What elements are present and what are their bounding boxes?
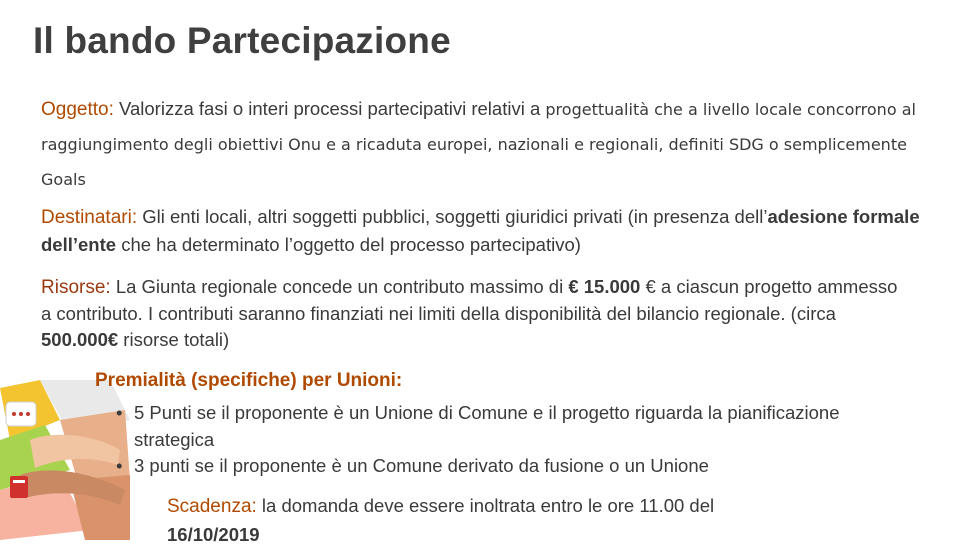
risorse-text-2: € a ciascun progetto ammesso a contributo. I contributi saranno finanziati nei limiti della disponibilità del bilancio regionale. (circa	[41, 276, 898, 324]
oggetto-text-1: Valorizza fasi o interi processi partecipativi relativi a	[113, 98, 546, 119]
premialita-list	[114, 400, 844, 480]
list-item: • 3 punti se il proponente è un Comune derivato da fusione o un Unione	[114, 453, 844, 480]
page-title: Il bando Partecipazione	[33, 20, 451, 61]
oggetto-label: Oggetto:	[41, 99, 114, 120]
destinatari-section	[41, 203, 921, 258]
list-item: • 5 Punti se il proponente è un Unione di Comune e il progetto riguarda la pianificazione strategica	[114, 400, 844, 453]
destinatari-text-2: che ha determinato l’oggetto del processo partecipativo)	[116, 234, 581, 255]
risorse-text-3: risorse totali)	[118, 329, 230, 350]
scadenza-section	[167, 492, 887, 549]
destinatari-label: Destinatari:	[41, 207, 138, 228]
hands-icon	[0, 380, 130, 540]
scadenza-label: Scadenza:	[167, 496, 257, 517]
risorse-text-1: La Giunta regionale concede un contributo massimo di	[110, 276, 569, 297]
risorse-bold-1: € 15.000	[568, 276, 641, 297]
risorse-label: Risorse:	[41, 277, 111, 298]
scadenza-date: 16/10/2019	[167, 524, 260, 545]
risorse-section	[41, 274, 911, 353]
hands-illustration	[0, 380, 130, 540]
premialita-label: Premialità (specifiche) per Unioni:	[95, 370, 403, 391]
destinatari-bold: adesione formale dell’ente	[41, 206, 920, 255]
risorse-bold-2: 500.000€	[41, 329, 119, 350]
oggetto-text-2: progettualità che a livello locale concorrono al raggiungimento degli obiettivi Onu e a ricaduta europei, nazionali e regionali, definiti SDG o semplicemente Goals	[41, 100, 916, 189]
scadenza-text: la domanda deve essere inoltrata entro le ore 11.00 del	[256, 495, 715, 516]
oggetto-section	[41, 92, 921, 197]
destinatari-text-1: Gli enti locali, altri soggetti pubblici, soggetti giuridici privati (in presenza dell’	[137, 206, 768, 227]
